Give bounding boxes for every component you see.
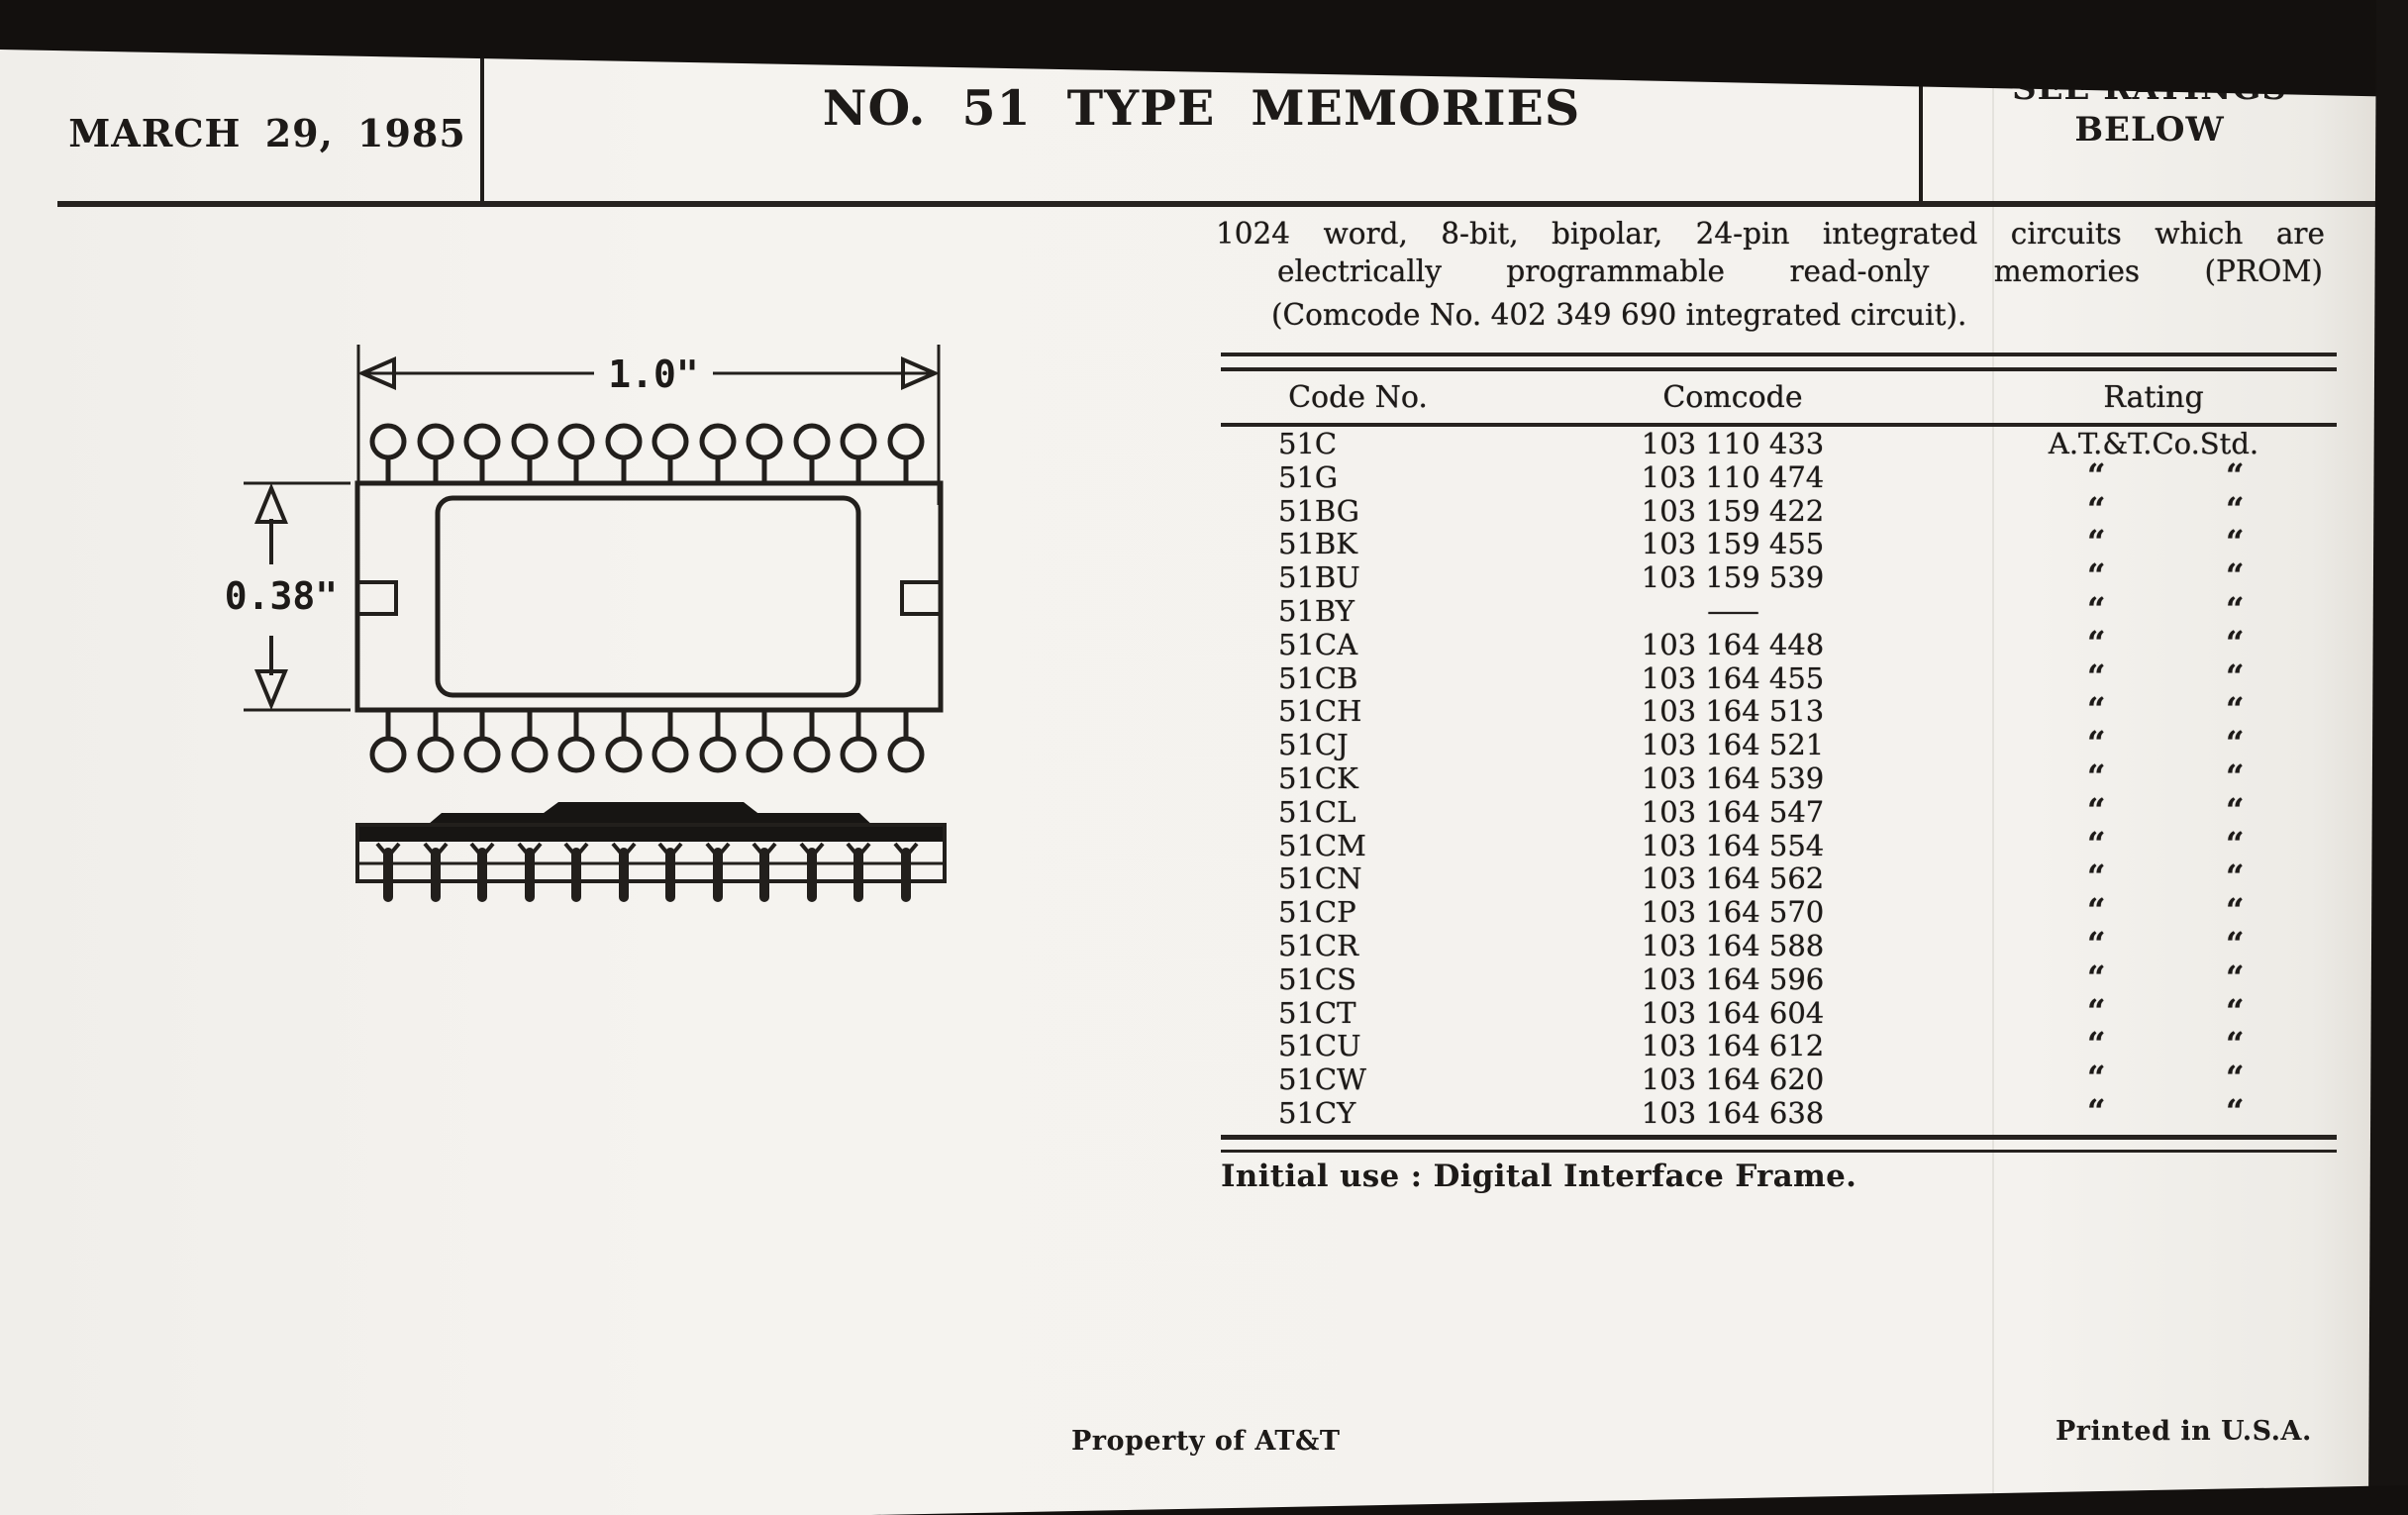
package-pins-bottom xyxy=(372,710,922,770)
table-row xyxy=(1221,924,2337,962)
ditto-mark: “ xyxy=(2087,1025,2106,1063)
width-dimension-label: 1.0" xyxy=(608,353,699,396)
ditto-mark: “ xyxy=(2087,656,2106,695)
rating-cell xyxy=(1970,556,2337,595)
code-cell: 51CJ xyxy=(1278,728,1349,762)
table-row xyxy=(1221,623,2337,661)
ditto-mark: “ xyxy=(2226,790,2245,829)
table-row xyxy=(1221,523,2337,561)
table-rule-bottom xyxy=(1221,1135,2337,1153)
ditto-mark: “ xyxy=(2087,489,2106,528)
code-cell: 51BU xyxy=(1278,560,1360,595)
rating-cell xyxy=(1970,790,2337,829)
ditto-mark: “ xyxy=(2087,1059,2106,1097)
table-row xyxy=(1221,589,2337,628)
ditto-mark: “ xyxy=(2226,623,2245,661)
rating-cell xyxy=(1970,489,2337,528)
ditto-mark: “ xyxy=(2087,891,2106,930)
ditto-mark: “ xyxy=(2087,556,2106,595)
rating-cell xyxy=(1970,724,2337,762)
rating-cell xyxy=(1970,523,2337,561)
ditto-mark: “ xyxy=(2087,623,2106,661)
footer-property-note: Property of AT&T xyxy=(1071,1426,1341,1457)
side-view-body-band xyxy=(357,825,945,842)
rating-cell xyxy=(1970,1059,2337,1097)
ditto-mark: “ xyxy=(2087,589,2106,628)
ditto-mark: “ xyxy=(2226,757,2245,795)
rating-cell xyxy=(1970,690,2337,729)
code-cell: 51BG xyxy=(1278,493,1359,528)
table-row xyxy=(1221,489,2337,528)
side-view-pins xyxy=(377,844,917,897)
comcode-cell: 103 159 455 xyxy=(1641,527,1825,561)
comcode-cell: 103 164 620 xyxy=(1641,1062,1825,1097)
ditto-mark: “ xyxy=(2226,556,2245,595)
comcode-cell: 103 159 539 xyxy=(1641,560,1825,595)
issue-date: MARCH 29, 1985 xyxy=(68,111,466,155)
ditto-mark: “ xyxy=(2226,858,2245,896)
package-pins-top xyxy=(372,426,922,483)
height-dimension-label: 0.38" xyxy=(224,574,339,618)
rating-cell xyxy=(1970,824,2337,862)
column-header-code: Code No. xyxy=(1288,379,1428,415)
ditto-mark: “ xyxy=(2087,824,2106,862)
table-row xyxy=(1221,757,2337,795)
ditto-mark: “ xyxy=(2226,924,2245,962)
ditto-mark: “ xyxy=(2087,958,2106,996)
comcode-cell: 103 164 521 xyxy=(1641,728,1825,762)
code-cell: 51CA xyxy=(1278,627,1358,661)
rating-cell xyxy=(1970,623,2337,661)
package-body-outline xyxy=(357,483,941,710)
table-row xyxy=(1221,858,2337,896)
code-cell: 51C xyxy=(1278,427,1338,460)
column-header-comcode: Comcode xyxy=(1662,379,1803,415)
table-row xyxy=(1221,1091,2337,1130)
ditto-mark: “ xyxy=(2226,656,2245,695)
code-cell: 51CM xyxy=(1278,828,1366,862)
table-row xyxy=(1221,958,2337,996)
rating-cell xyxy=(1970,1025,2337,1063)
description-line2: electrically programmable read-only memories (PROM) xyxy=(1277,254,2323,288)
page-title: NO. 51 TYPE MEMORIES xyxy=(822,79,1581,137)
ditto-mark: “ xyxy=(2087,523,2106,561)
footer-printed-note: Printed in U.S.A. xyxy=(2056,1416,2312,1447)
ditto-mark: “ xyxy=(2226,523,2245,561)
comcode-cell: 103 164 562 xyxy=(1641,861,1825,896)
code-cell: 51CK xyxy=(1278,760,1358,795)
code-cell: 51CU xyxy=(1278,1029,1361,1063)
table-row xyxy=(1221,556,2337,595)
rating-cell xyxy=(1970,757,2337,795)
ditto-mark: “ xyxy=(2226,1059,2245,1097)
description-line3: (Comcode No. 402 349 690 integrated circuit). xyxy=(1271,298,1967,332)
comcode-cell: 103 164 604 xyxy=(1641,995,1825,1030)
ditto-mark: “ xyxy=(2226,690,2245,729)
ditto-mark: “ xyxy=(2226,891,2245,930)
table-row xyxy=(1221,790,2337,829)
code-cell: 51CH xyxy=(1278,694,1362,729)
table-header-row xyxy=(1221,371,2337,423)
package-notch-left xyxy=(357,582,396,614)
comcode-cell: 103 164 547 xyxy=(1641,794,1825,829)
code-cell: 51CW xyxy=(1278,1062,1366,1097)
table-row xyxy=(1221,656,2337,695)
comcode-cell: 103 159 422 xyxy=(1641,493,1825,528)
ditto-mark: “ xyxy=(2226,489,2245,528)
table-row xyxy=(1221,690,2337,729)
ditto-mark: “ xyxy=(2226,589,2245,628)
rating-cell xyxy=(1970,991,2337,1030)
ditto-mark: “ xyxy=(2226,958,2245,996)
ratings-note-line2: BELOW xyxy=(2074,110,2225,150)
code-cell: 51CR xyxy=(1278,928,1358,962)
code-cell: 51CB xyxy=(1278,660,1358,695)
ditto-mark: “ xyxy=(2087,455,2106,494)
table-body xyxy=(1221,427,2337,1130)
comcode-cell: 103 164 554 xyxy=(1641,828,1825,862)
ditto-mark: “ xyxy=(2226,455,2245,494)
table-row xyxy=(1221,824,2337,862)
initial-use-note: Initial use : Digital Interface Frame. xyxy=(1221,1159,1857,1194)
ditto-mark: “ xyxy=(2226,991,2245,1030)
code-cell: 51G xyxy=(1278,459,1339,494)
rating-cell xyxy=(1970,858,2337,896)
comcode-cell: 103 164 448 xyxy=(1641,627,1825,661)
ditto-mark: “ xyxy=(2226,1025,2245,1063)
code-cell: 51CL xyxy=(1278,794,1356,829)
code-cell: 51CS xyxy=(1278,961,1356,996)
package-lid-outline xyxy=(438,498,858,695)
rating-cell xyxy=(1970,589,2337,628)
description-paragraph xyxy=(1216,216,2325,335)
dip-package-top-view xyxy=(139,327,1030,782)
rating-cell xyxy=(1970,1091,2337,1130)
comcode-cell: 103 110 433 xyxy=(1641,427,1825,460)
ditto-mark: “ xyxy=(2226,1091,2245,1130)
code-cell: 51CN xyxy=(1278,861,1362,896)
height-dimension xyxy=(225,483,351,710)
ditto-mark: “ xyxy=(2087,690,2106,729)
code-cell: 51CT xyxy=(1278,995,1356,1030)
table-rule-top xyxy=(1221,353,2337,371)
table-row xyxy=(1221,891,2337,930)
code-cell: 51BK xyxy=(1278,527,1357,561)
ditto-mark: “ xyxy=(2226,824,2245,862)
comcode-cell: 103 164 612 xyxy=(1641,1029,1825,1063)
table-row xyxy=(1221,455,2337,494)
code-table xyxy=(1221,353,2337,1153)
comcode-cell: 103 164 570 xyxy=(1641,895,1825,930)
comcode-cell: 103 164 638 xyxy=(1641,1095,1825,1130)
ditto-mark: “ xyxy=(2226,724,2245,762)
ditto-mark: “ xyxy=(2087,724,2106,762)
ditto-mark: “ xyxy=(2087,991,2106,1030)
missing-comcode-dash: — xyxy=(1705,593,1760,628)
description-line1: 1024 word, 8-bit, bipolar, 24-pin integrated circuits which are xyxy=(1216,217,2325,251)
code-cell: 51CP xyxy=(1278,895,1356,930)
ditto-mark: “ xyxy=(2087,1091,2106,1130)
table-row xyxy=(1221,1025,2337,1063)
table-row xyxy=(1221,1059,2337,1097)
comcode-cell xyxy=(1495,594,1970,628)
comcode-cell: 103 164 588 xyxy=(1641,928,1825,962)
package-notch-right xyxy=(902,582,941,614)
comcode-cell: 103 164 455 xyxy=(1641,660,1825,695)
ditto-mark: “ xyxy=(2087,858,2106,896)
table-row xyxy=(1221,427,2337,460)
code-cell: 51BY xyxy=(1278,593,1354,628)
rating-cell: A.T.&T.Co.Std. xyxy=(2048,427,2259,460)
rating-cell xyxy=(1970,455,2337,494)
code-cell: 51CY xyxy=(1278,1095,1356,1130)
rating-cell xyxy=(1970,924,2337,962)
rating-cell xyxy=(1970,958,2337,996)
comcode-cell: 103 164 596 xyxy=(1641,961,1825,996)
comcode-cell: 103 164 539 xyxy=(1641,760,1825,795)
ditto-mark: “ xyxy=(2087,924,2106,962)
table-row xyxy=(1221,724,2337,762)
rating-cell xyxy=(1970,891,2337,930)
dip-package-side-view xyxy=(327,787,1000,916)
comcode-cell: 103 110 474 xyxy=(1641,459,1825,494)
comcode-cell: 103 164 513 xyxy=(1641,694,1825,729)
ditto-mark: “ xyxy=(2087,790,2106,829)
header-rule xyxy=(57,201,2384,207)
rating-cell xyxy=(1970,656,2337,695)
table-row xyxy=(1221,991,2337,1030)
ditto-mark: “ xyxy=(2087,757,2106,795)
column-header-rating: Rating xyxy=(2103,379,2204,415)
